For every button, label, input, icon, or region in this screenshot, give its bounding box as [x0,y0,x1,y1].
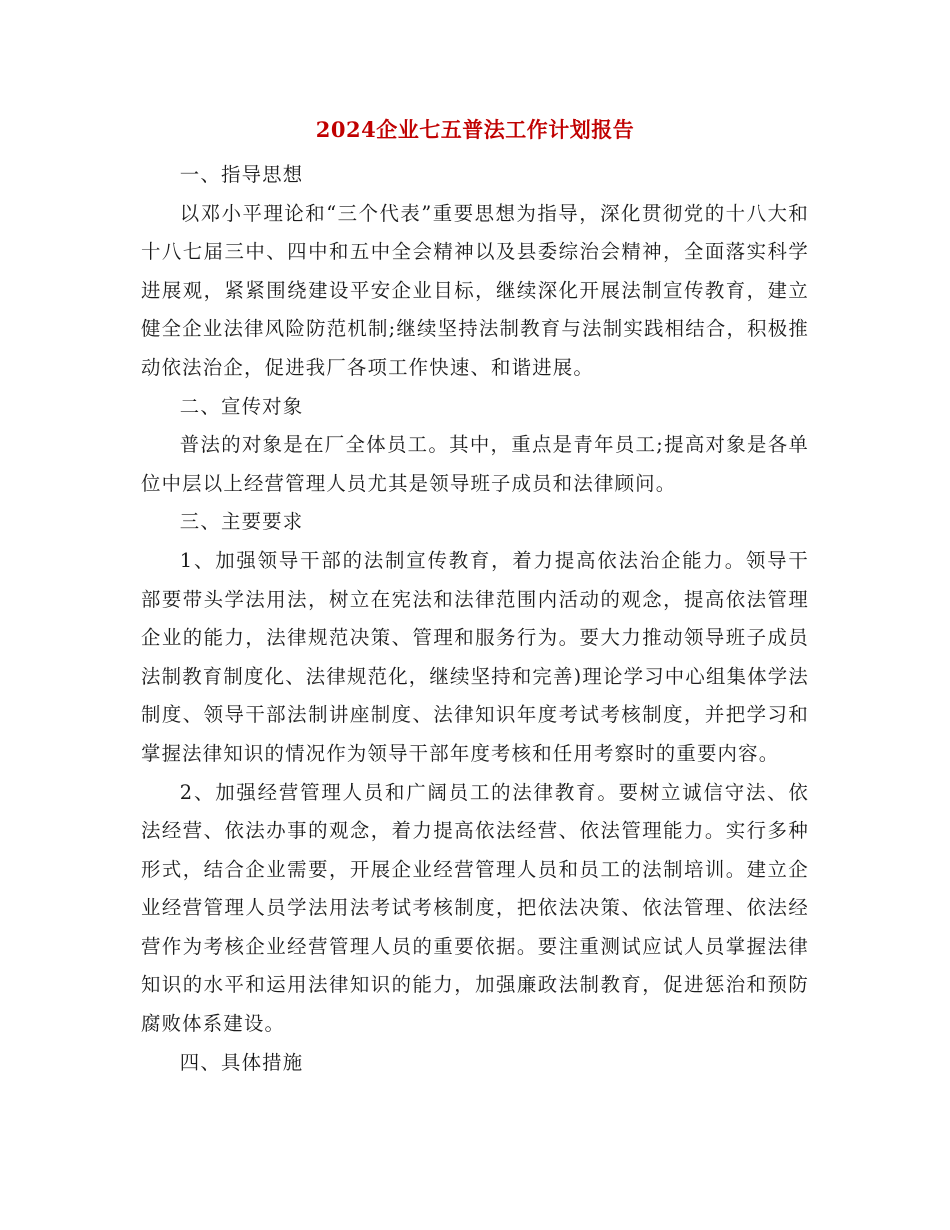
section-heading-publicity-target: 二、宣传对象 [179,394,304,418]
document-title: 2024企业七五普法工作计划报告 [315,117,635,142]
paragraph-requirement-2: 2、加强经营管理人员和广阔员工的法律教育。要树立诚信守法、依法经营、依法办事的观念，着力提高依法经营、依法管理能力。实行多种形式，结合企业需要，开展企业经营管理人员和员工的法制培训。建立企业经营管理人员学法用法考试考核制度，把依法决策、依法管理、依法经营作为考核企业经营管理人员的重要依据。要注重测试应试人员掌握法律知识的水平和运用法律知识的能力，加强廉政法制教育，促进惩治和预防腐败体系建设。 [141,780,809,1036]
paragraph-publicity-target: 普法的对象是在厂全体员工。其中，重点是青年员工;提高对象是各单位中层以上经营管理人员尤其是领导班子成员和法律顾问。 [141,433,809,495]
document-body [141,156,809,1082]
section-heading-guiding-thought: 一、指导思想 [179,163,304,186]
section-heading-specific-measures: 四、具体措施 [179,1050,304,1074]
paragraph-requirement-1: 1、加强领导干部的法制宣传教育，着力提高依法治企能力。领导干部要带头学法用法，树立在宪法和法律范围内活动的观念，提高依法管理企业的能力，法律规范决策、管理和服务行为。要大力推动领导班子成员法制教育制度化、法律规范化，继续坚持和完善)理论学习中心组集体学法制度、领导干部法制讲座制度、法律知识年度考试考核制度，并把学习和掌握法律知识的情况作为领导干部年度考核和任用考察时的重要内容。 [141,548,809,765]
paragraph-guiding-thought: 以邓小平理论和“三个代表”重要思想为指导，深化贯彻党的十八大和十八七届三中、四中和五中全会精神以及县委综治会精神，全面落实科学进展观，紧紧围绕建设平安企业目标，继续深化开展法制宣传教育，建立健全企业法律风险防范机制;继续坚持法制教育与法制实践相结合，积极推动依法治企，促进我厂各项工作快速、和谐进展。 [141,201,809,379]
section-heading-main-requirements: 三、主要要求 [179,510,304,534]
